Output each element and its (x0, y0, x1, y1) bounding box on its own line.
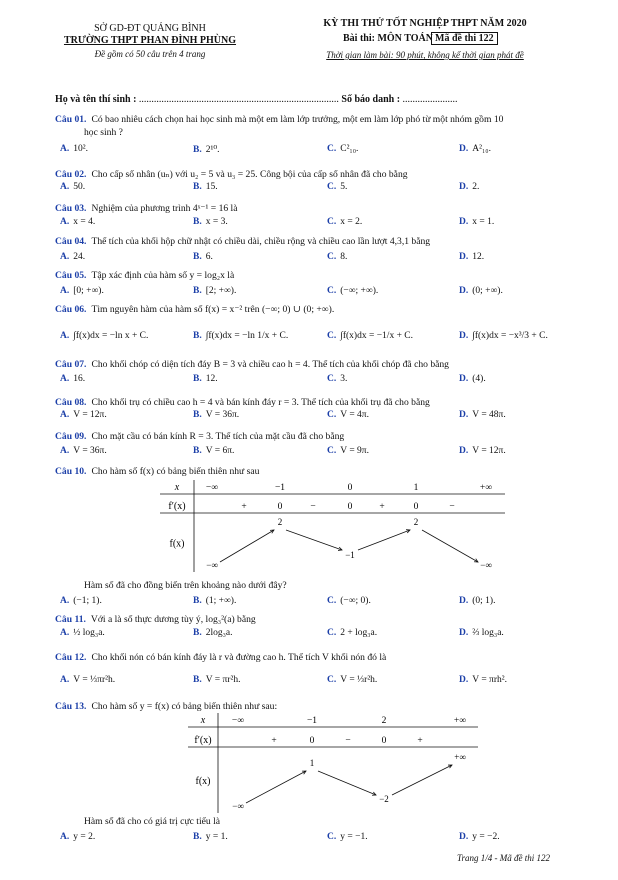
x-value: +∞ (453, 716, 467, 726)
x-value: +∞ (479, 483, 493, 493)
option-value: V = ⅓πr²h. (73, 675, 116, 685)
answer-option[interactable] (60, 374, 85, 384)
function-value: 2 (277, 517, 283, 527)
option-value: V = ⅓r²h. (340, 675, 378, 685)
option-value: x = 3. (205, 217, 228, 227)
function-value: −∞ (206, 560, 218, 570)
function-header: f(x) (169, 538, 185, 550)
option-value: 16. (73, 374, 86, 384)
answer-option[interactable] (327, 252, 347, 262)
option-letter: B. (193, 596, 202, 606)
option-value: x = 1. (472, 217, 495, 227)
option-letter: C. (327, 410, 337, 420)
option-value: (−1; 1). (73, 596, 102, 606)
option-value: V = 48π. (472, 410, 506, 420)
option-value: 15. (205, 182, 218, 192)
question-number: Câu 06. (55, 304, 87, 315)
answer-option[interactable] (193, 182, 218, 192)
option-letter: C. (327, 331, 337, 341)
page-count-note: Đề gồm có 50 câu trên 4 trang (94, 49, 206, 59)
answer-option[interactable] (327, 446, 369, 456)
function-value: +∞ (454, 752, 466, 762)
question-number: Câu 12. (55, 652, 87, 663)
answer-option[interactable] (193, 144, 220, 155)
option-value: 12. (205, 374, 218, 384)
answer-option[interactable] (60, 410, 107, 420)
answer-option[interactable] (60, 144, 88, 154)
option-value: A²₁₀. (472, 144, 491, 154)
option-letter: B. (193, 145, 202, 155)
option-value: y = −2. (472, 832, 500, 842)
answer-option[interactable] (327, 286, 378, 296)
derivative-sign: − (449, 502, 455, 512)
option-value: 10². (73, 144, 88, 154)
question-8 (55, 397, 430, 408)
option-letter: B. (193, 286, 202, 296)
department-name: SỞ GD-ĐT QUẢNG BÌNH (94, 23, 206, 34)
variation-table-10 (160, 480, 505, 572)
option-value: (0; 1). (472, 596, 496, 606)
answer-option[interactable] (60, 252, 85, 262)
answer-option[interactable] (193, 628, 233, 638)
answer-option[interactable] (327, 144, 358, 154)
function-value: 1 (309, 758, 315, 768)
answer-option[interactable] (459, 446, 506, 456)
question-number: Câu 11. (55, 614, 86, 625)
option-letter: B. (193, 675, 202, 685)
question-text: Cho khối chóp có diện tích đáy B = 3 và chiều cao h = 4. Thể tích của khối chóp đã cho bằng (91, 359, 449, 370)
option-letter: B. (193, 832, 202, 842)
question-text: Cho khối nón có bán kính đáy là r và đường cao h. Thể tích V khối nón đó là (91, 652, 387, 663)
derivative-sign: 0 (413, 502, 419, 512)
option-value: 5. (340, 182, 348, 192)
option-value: V = 6π. (205, 446, 235, 456)
question-text: Cho khối trụ có chiều cao h = 4 và bán kính đáy r = 3. Thể tích của khối trụ đã cho bằng (91, 397, 430, 408)
answer-option[interactable] (459, 217, 494, 227)
question-7 (55, 359, 449, 370)
answer-option[interactable] (459, 832, 500, 842)
function-value: 2 (413, 517, 419, 527)
answer-option[interactable] (327, 832, 368, 842)
school-name: TRƯỜNG THPT PHAN ĐÌNH PHÙNG (63, 35, 237, 46)
question-10 (55, 466, 259, 477)
answer-option[interactable] (327, 596, 371, 606)
answer-option[interactable] (459, 410, 506, 420)
option-value: 2 + log₃a. (340, 628, 378, 638)
option-letter: B. (193, 374, 202, 384)
option-value: 8. (340, 252, 348, 262)
answer-option[interactable] (327, 675, 377, 685)
option-value: ∫f(x)dx = −1/x + C. (340, 331, 414, 341)
option-letter: D. (459, 410, 469, 420)
variation-arrow (392, 765, 452, 795)
option-value: 24. (73, 252, 86, 262)
variation-arrow (246, 771, 306, 803)
option-letter: C. (327, 252, 337, 262)
option-value: ½ log₃a. (73, 628, 105, 638)
option-value: V = 9π. (340, 446, 369, 456)
option-value: ∫f(x)dx = −ln x + C. (73, 331, 149, 341)
option-value: ∫f(x)dx = −x³/3 + C. (472, 331, 548, 341)
variation-table-13 (188, 713, 478, 813)
id-label: Số báo danh : (341, 94, 401, 105)
option-value: V = πr²h. (205, 675, 241, 685)
derivative-sign: 0 (277, 502, 283, 512)
answer-option[interactable] (193, 446, 234, 456)
option-value: 2log₃a. (205, 628, 233, 638)
question-text: Tập xác định của hàm số y = log₂x là (91, 270, 235, 281)
question-5 (55, 270, 234, 281)
option-value: V = 36π. (205, 410, 240, 420)
exam-time: Thời gian làm bài: 90 phút, không kể thời gian phát đề (326, 50, 524, 60)
question-2 (55, 169, 408, 180)
question-9 (55, 431, 344, 442)
answer-option[interactable] (327, 182, 347, 192)
function-header: f(x) (195, 776, 211, 787)
answer-option[interactable] (327, 217, 362, 227)
option-letter: C. (327, 374, 337, 384)
option-letter: B. (193, 331, 202, 341)
x-value: 2 (381, 716, 387, 726)
option-letter: A. (60, 374, 70, 384)
option-value: V = 36π. (73, 446, 107, 456)
x-value: −∞ (231, 716, 245, 726)
id-dots: ...................... (402, 94, 458, 105)
exam-title: KỲ THI THỬ TỐT NGHIỆP THPT NĂM 2020 (323, 18, 527, 29)
name-dots: ................................................................................ (138, 94, 339, 105)
answer-option[interactable] (193, 286, 236, 296)
question-number: Câu 13. (55, 701, 87, 712)
question-number: Câu 08. (55, 397, 87, 408)
answer-option[interactable] (459, 675, 507, 685)
option-value: (−∞; +∞). (340, 286, 379, 296)
option-letter: A. (60, 217, 70, 227)
exam-subject: Bài thi: MÔN TOÁN (343, 33, 433, 44)
option-value: y = 1. (205, 832, 228, 842)
option-value: V = 4π. (340, 410, 369, 420)
option-value: [0; +∞). (73, 286, 104, 296)
derivative-sign: 0 (309, 736, 315, 746)
x-value: −1 (274, 483, 286, 493)
answer-option[interactable] (193, 331, 288, 341)
x-value: −∞ (205, 483, 219, 493)
option-value: 3. (340, 374, 348, 384)
derivative-sign: 0 (347, 502, 353, 512)
x-value: 1 (413, 483, 419, 493)
answer-option[interactable] (459, 182, 479, 192)
answer-option[interactable] (193, 410, 239, 420)
option-letter: A. (60, 596, 70, 606)
answer-option[interactable] (193, 596, 236, 606)
option-letter: C. (327, 596, 337, 606)
option-letter: C. (327, 832, 337, 842)
derivative-sign: − (345, 736, 351, 746)
option-value: C²₁₀. (340, 144, 359, 154)
derivative-sign: + (271, 736, 277, 746)
option-letter: D. (459, 286, 469, 296)
question-3 (55, 203, 237, 214)
option-letter: D. (459, 144, 469, 154)
option-letter: B. (193, 410, 202, 420)
answer-option[interactable] (459, 252, 484, 262)
derivative-sign: + (379, 502, 385, 512)
question-4 (55, 236, 430, 247)
function-value: −∞ (232, 801, 244, 811)
answer-option[interactable] (60, 286, 104, 296)
answer-option[interactable] (459, 331, 548, 341)
option-letter: A. (60, 144, 70, 154)
question-text: Cho hàm số y = f(x) có bảng biến thiên như sau: (91, 701, 278, 712)
option-value: (0; +∞). (472, 286, 503, 296)
option-letter: D. (459, 675, 469, 685)
answer-option[interactable] (60, 331, 148, 341)
question-number: Câu 04. (55, 236, 87, 247)
option-letter: B. (193, 446, 202, 456)
answer-option[interactable] (193, 252, 213, 262)
x-header: x (200, 715, 206, 726)
question-number: Câu 10. (55, 466, 87, 477)
answer-option[interactable] (60, 182, 85, 192)
option-letter: A. (60, 446, 70, 456)
answer-option[interactable] (459, 374, 486, 384)
option-value: (4). (472, 374, 486, 384)
function-value: −2 (379, 794, 389, 804)
answer-option[interactable] (459, 286, 503, 296)
option-letter: D. (459, 832, 469, 842)
question-number: Câu 01. (55, 114, 87, 125)
option-letter: D. (459, 596, 469, 606)
answer-option[interactable] (327, 410, 369, 420)
option-letter: C. (327, 217, 337, 227)
question-number: Câu 03. (55, 203, 87, 214)
answer-option[interactable] (60, 628, 105, 638)
variation-arrow (220, 530, 274, 562)
x-header: x (174, 482, 180, 493)
name-label: Họ và tên thí sinh : (55, 94, 137, 105)
option-letter: D. (459, 182, 469, 192)
option-letter: A. (60, 331, 70, 341)
variation-arrow (286, 530, 342, 550)
option-letter: C. (327, 675, 337, 685)
derivative-header: f′(x) (168, 501, 186, 512)
option-letter: D. (459, 217, 469, 227)
question-text: Thể tích của khối hộp chữ nhật có chiều dài, chiều rộng và chiều cao lần lượt 4,3,1 bằng (91, 236, 431, 247)
option-letter: D. (459, 628, 469, 638)
question-number: Câu 09. (55, 431, 87, 442)
x-value: 0 (347, 483, 353, 493)
answer-option[interactable] (60, 596, 102, 606)
option-value: 6. (205, 252, 213, 262)
option-value: 2¹⁰. (205, 145, 220, 155)
option-value: x = 4. (73, 217, 96, 227)
option-letter: C. (327, 286, 337, 296)
variation-arrow (422, 530, 478, 562)
exam-code: Mã đề thi 122 (431, 32, 498, 45)
x-value: −1 (306, 716, 318, 726)
option-letter: A. (60, 628, 70, 638)
function-value: −∞ (480, 560, 492, 570)
answer-option[interactable] (193, 217, 228, 227)
option-letter: D. (459, 374, 469, 384)
student-line (55, 94, 458, 105)
option-letter: A. (60, 410, 70, 420)
question-1 (55, 114, 503, 125)
page-footer: Trang 1/4 - Mã đề thi 122 (457, 853, 551, 863)
option-value: (−∞; 0). (340, 596, 371, 606)
option-letter: C. (327, 144, 337, 154)
option-letter: A. (60, 675, 70, 685)
question-12 (55, 652, 386, 663)
option-value: V = 12π. (472, 446, 506, 456)
question-text-cont: học sinh ? (84, 127, 123, 138)
option-value: 12. (472, 252, 485, 262)
option-letter: D. (459, 446, 469, 456)
option-letter: A. (60, 182, 70, 192)
question-text: Với a là số thực dương tùy ý, log₃²(a) bằng (90, 614, 256, 625)
option-value: y = −1. (340, 832, 368, 842)
option-letter: B. (193, 628, 202, 638)
question-number: Câu 07. (55, 359, 87, 370)
question-prompt: Hàm số đã cho có giá trị cực tiểu là (84, 816, 220, 827)
option-letter: C. (327, 628, 337, 638)
derivative-sign: + (241, 502, 247, 512)
option-letter: A. (60, 832, 70, 842)
question-text: Nghiệm của phương trình 4ˣ⁻¹ = 16 là (91, 203, 238, 214)
derivative-header: f′(x) (194, 735, 212, 746)
question-6 (55, 304, 334, 315)
question-11 (55, 614, 256, 625)
answer-option[interactable] (459, 144, 491, 154)
answer-option[interactable] (60, 446, 107, 456)
option-value: V = 12π. (73, 410, 107, 420)
option-value: ∫f(x)dx = −ln 1/x + C. (205, 331, 289, 341)
option-letter: B. (193, 252, 202, 262)
option-value: V = πrh². (472, 675, 507, 685)
option-letter: A. (60, 252, 70, 262)
question-text: Cho cấp số nhân (uₙ) với u₂ = 5 và u₃ = 25. Công bội của cấp số nhân đã cho bằng (91, 169, 408, 180)
option-value: [2; +∞). (205, 286, 237, 296)
question-text: Có bao nhiêu cách chọn hai học sinh mà một em làm lớp trưởng, một em làm lớp phó từ một nhóm gồm 10 (91, 114, 504, 125)
question-13 (55, 701, 277, 712)
option-letter: D. (459, 331, 469, 341)
option-value: x = 2. (340, 217, 363, 227)
question-text: Cho hàm số f(x) có bảng biến thiên như sau (91, 466, 260, 477)
option-letter: C. (327, 446, 337, 456)
answer-option[interactable] (60, 832, 95, 842)
question-prompt: Hàm số đã cho đồng biến trên khoảng nào dưới đây? (84, 580, 287, 591)
option-value: ⅔ log₃a. (472, 628, 504, 638)
question-text: Tìm nguyên hàm của hàm số f(x) = x⁻² trên (−∞; 0) ∪ (0; +∞). (91, 304, 335, 315)
derivative-sign: + (417, 736, 423, 746)
answer-option[interactable] (60, 675, 115, 685)
question-number: Câu 05. (55, 270, 87, 281)
variation-arrow (318, 771, 376, 795)
option-letter: B. (193, 182, 202, 192)
variation-arrow (358, 530, 410, 550)
answer-option[interactable] (193, 374, 218, 384)
answer-option[interactable] (193, 832, 228, 842)
answer-option[interactable] (459, 628, 504, 638)
answer-option[interactable] (327, 628, 377, 638)
answer-option[interactable] (327, 331, 413, 341)
answer-option[interactable] (327, 374, 347, 384)
option-value: y = 2. (73, 832, 96, 842)
derivative-sign: 0 (381, 736, 387, 746)
derivative-sign: − (310, 502, 316, 512)
function-value: −1 (345, 550, 355, 560)
answer-option[interactable] (193, 675, 240, 685)
answer-option[interactable] (459, 596, 495, 606)
answer-option[interactable] (60, 217, 95, 227)
option-letter: B. (193, 217, 202, 227)
option-value: (1; +∞). (205, 596, 237, 606)
option-value: 2. (472, 182, 480, 192)
option-value: 50. (73, 182, 86, 192)
option-letter: A. (60, 286, 70, 296)
question-text: Cho mặt cầu có bán kính R = 3. Thể tích của mặt cầu đã cho bằng (91, 431, 345, 442)
option-letter: D. (459, 252, 469, 262)
option-letter: C. (327, 182, 337, 192)
question-number: Câu 02. (55, 169, 87, 180)
